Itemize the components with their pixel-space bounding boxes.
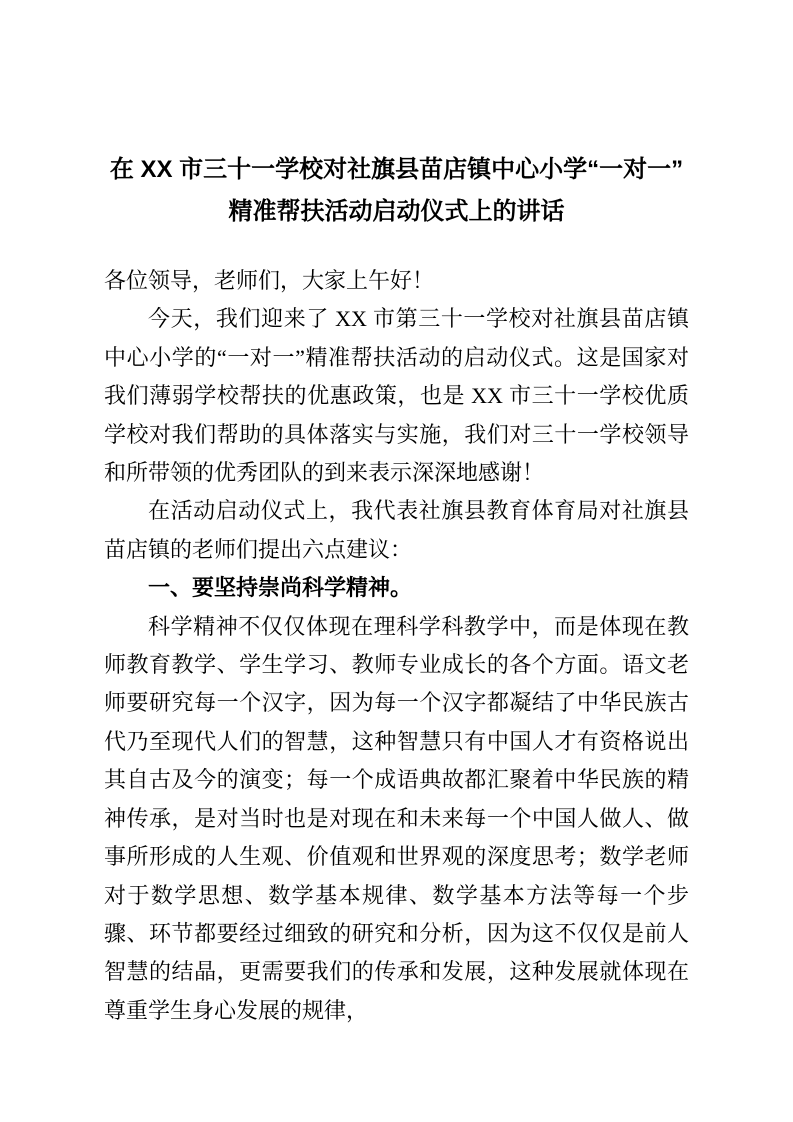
- section-heading-1: 一、要坚持崇尚科学精神。: [148, 575, 413, 601]
- paragraph-greeting: 各位领导，老师们，大家上午好！: [104, 268, 435, 293]
- paragraph-transition: 在活动启动仪式上，我代表社旗县教育体育局对社旗县苗店镇的老师们提出六点建议：: [104, 498, 689, 562]
- document-title: [104, 149, 689, 233]
- paragraph-intro: 今天，我们迎来了 XX 市第三十一学校对社旗县苗店镇中心小学的“一对一”精准帮扶活动的启动仪式。这是国家对我们薄弱学校帮扶的优惠政策，也是 XX 市三十一学校优质学校对我们帮助的具体落实与实施，我们对三十一学校领导和所带领的优秀团队的到来表示深深地感谢！: [104, 306, 689, 486]
- paragraph-section-1-body: 科学精神不仅仅体现在理科学科教学中，而是体现在教师教育教学、学生学习、教师专业成长的各个方面。语文老师要研究每一个汉字，因为每一个汉字都凝结了中华民族古代乃至现代人们的智慧，这种智慧只有中国人才有资格说出其自古及今的演变；每一个成语典故都汇聚着中华民族的精神传承，是对当时也是对现在和未来每一个中国人做人、做事所形成的人生观、价值观和世界观的深度思考；数学老师对于数学思想、数学基本规律、数学基本方法等每一个步骤、环节都要经过细致的研究和分析，因为这不仅仅是前人智慧的结晶，更需要我们的传承和发展，这种发展就体现在尊重学生身心发展的规律，: [104, 613, 689, 1023]
- title-line-2: 精准帮扶活动启动仪式上的讲话: [228, 198, 565, 225]
- title-line-1: 在 XX 市三十一学校对社旗县苗店镇中心小学“一对一”: [109, 156, 684, 183]
- document-body: [104, 262, 689, 1030]
